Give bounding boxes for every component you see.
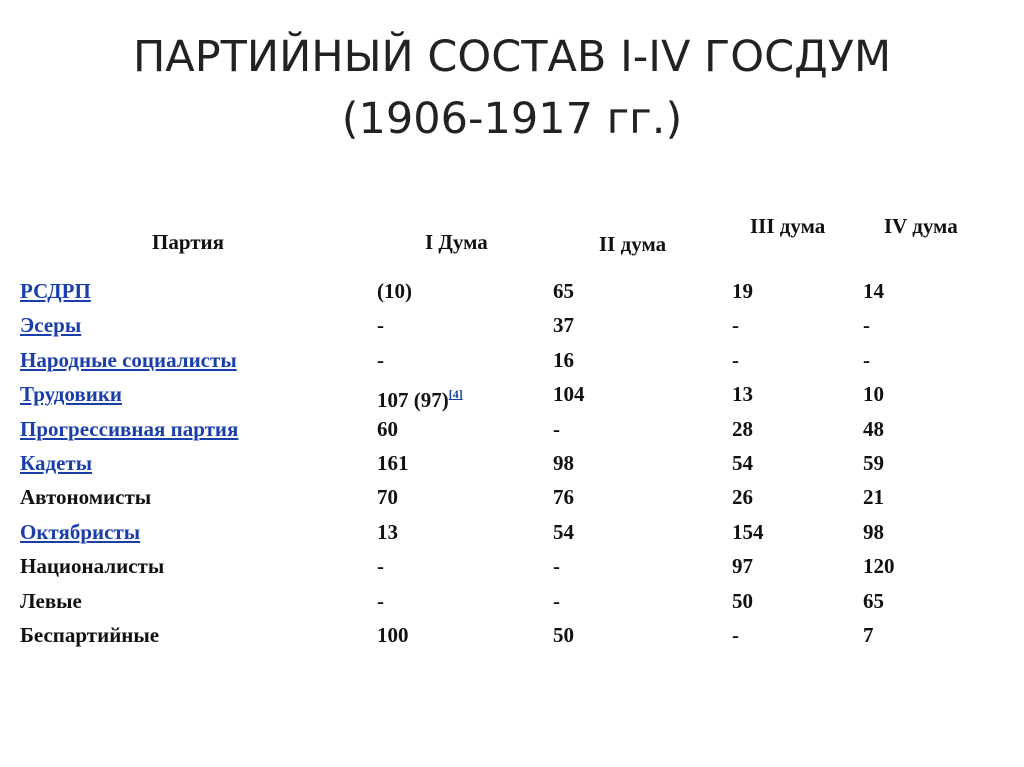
duma-3-value: - (732, 347, 739, 372)
duma-1-value: - (377, 554, 384, 579)
party-link-rsdrp[interactable]: РСДРП (20, 279, 91, 303)
table-row (0, 311, 1024, 345)
header-duma-2: II дума (599, 232, 667, 256)
table-row (0, 587, 1024, 621)
duma-2-value: 104 (553, 382, 585, 407)
table-row (0, 449, 1024, 483)
table-row (0, 552, 1024, 586)
duma-4-value: 21 (863, 485, 884, 510)
duma-4-value: 120 (863, 554, 895, 579)
duma-3-value: 28 (732, 416, 753, 441)
party-link-narodnye-socialisty[interactable]: Народные социалисты (20, 347, 237, 372)
slide-title-line-2: (1906-1917 гг.) (341, 94, 683, 144)
party-link-oktyabristy[interactable]: Октябристы (20, 519, 141, 544)
duma-1-value-text: 107 (97) (377, 388, 449, 413)
duma-2-value: - (553, 554, 560, 579)
slide-title-line-1: ПАРТИЙНЫЙ СОСТАВ I-IV ГОСДУМ (132, 32, 892, 82)
table-row (0, 415, 1024, 449)
duma-4-value: 48 (863, 416, 884, 441)
duma-2-value: - (553, 416, 560, 441)
duma-1-value: 60 (377, 416, 398, 441)
duma-4-value: 10 (863, 382, 884, 407)
duma-4-value: 59 (863, 450, 884, 475)
slide-title (0, 26, 1024, 150)
duma-3-value: 13 (732, 382, 753, 407)
duma-3-value: 54 (732, 450, 753, 475)
table-row (0, 346, 1024, 380)
header-duma-1: I Дума (425, 230, 488, 254)
duma-1-value: 70 (377, 485, 398, 510)
party-name-nacionalisty: Националисты (20, 554, 165, 579)
duma-2-value: 65 (553, 279, 574, 303)
header-duma-4: IV дума (884, 214, 958, 238)
duma-4-value: 14 (863, 279, 884, 303)
duma-3-value: - (732, 313, 739, 338)
party-name-bespartiynye: Беспартийные (20, 622, 160, 647)
header-duma-3: III дума (750, 214, 826, 238)
table-row (0, 380, 1024, 414)
duma-3-value: 19 (732, 279, 753, 303)
party-name-levye: Левые (20, 588, 82, 613)
duma-4-value: 65 (863, 588, 884, 613)
table-row (0, 483, 1024, 517)
duma-3-value: 50 (732, 588, 753, 613)
duma-4-value: - (863, 313, 870, 338)
duma-1-value: 13 (377, 519, 398, 544)
party-link-progressivnaya-partiya[interactable]: Прогрессивная партия (20, 416, 239, 441)
table-row (0, 621, 1024, 655)
party-table (0, 277, 1024, 655)
table-row (0, 277, 1024, 311)
duma-4-value: - (863, 347, 870, 372)
duma-2-value: 37 (553, 313, 574, 338)
duma-2-value: 98 (553, 450, 574, 475)
party-name-avtonomisty: Автономисты (20, 485, 152, 510)
party-link-trudoviki[interactable]: Трудовики (20, 382, 123, 407)
duma-3-value: - (732, 622, 739, 647)
duma-1-value: 100 (377, 622, 409, 647)
duma-1-value (377, 380, 463, 414)
table-row (0, 518, 1024, 552)
duma-2-value: 54 (553, 519, 574, 544)
duma-3-value: 97 (732, 554, 753, 579)
party-link-esery[interactable]: Эсеры (20, 313, 82, 338)
header-party: Партия (152, 230, 225, 254)
duma-2-value: - (553, 588, 560, 613)
duma-1-value: 161 (377, 450, 409, 475)
duma-2-value: 50 (553, 622, 574, 647)
duma-1-value: - (377, 347, 384, 372)
duma-2-value: 76 (553, 485, 574, 510)
duma-4-value: 7 (863, 622, 874, 647)
duma-3-value: 154 (732, 519, 764, 544)
footnote-ref-link[interactable]: [4] (448, 387, 463, 402)
duma-1-value: (10) (377, 279, 412, 303)
duma-3-value: 26 (732, 485, 753, 510)
duma-2-value: 16 (553, 347, 574, 372)
duma-4-value: 98 (863, 519, 884, 544)
duma-1-value: - (377, 588, 384, 613)
party-link-kadety[interactable]: Кадеты (20, 450, 93, 475)
duma-1-value: - (377, 313, 384, 338)
